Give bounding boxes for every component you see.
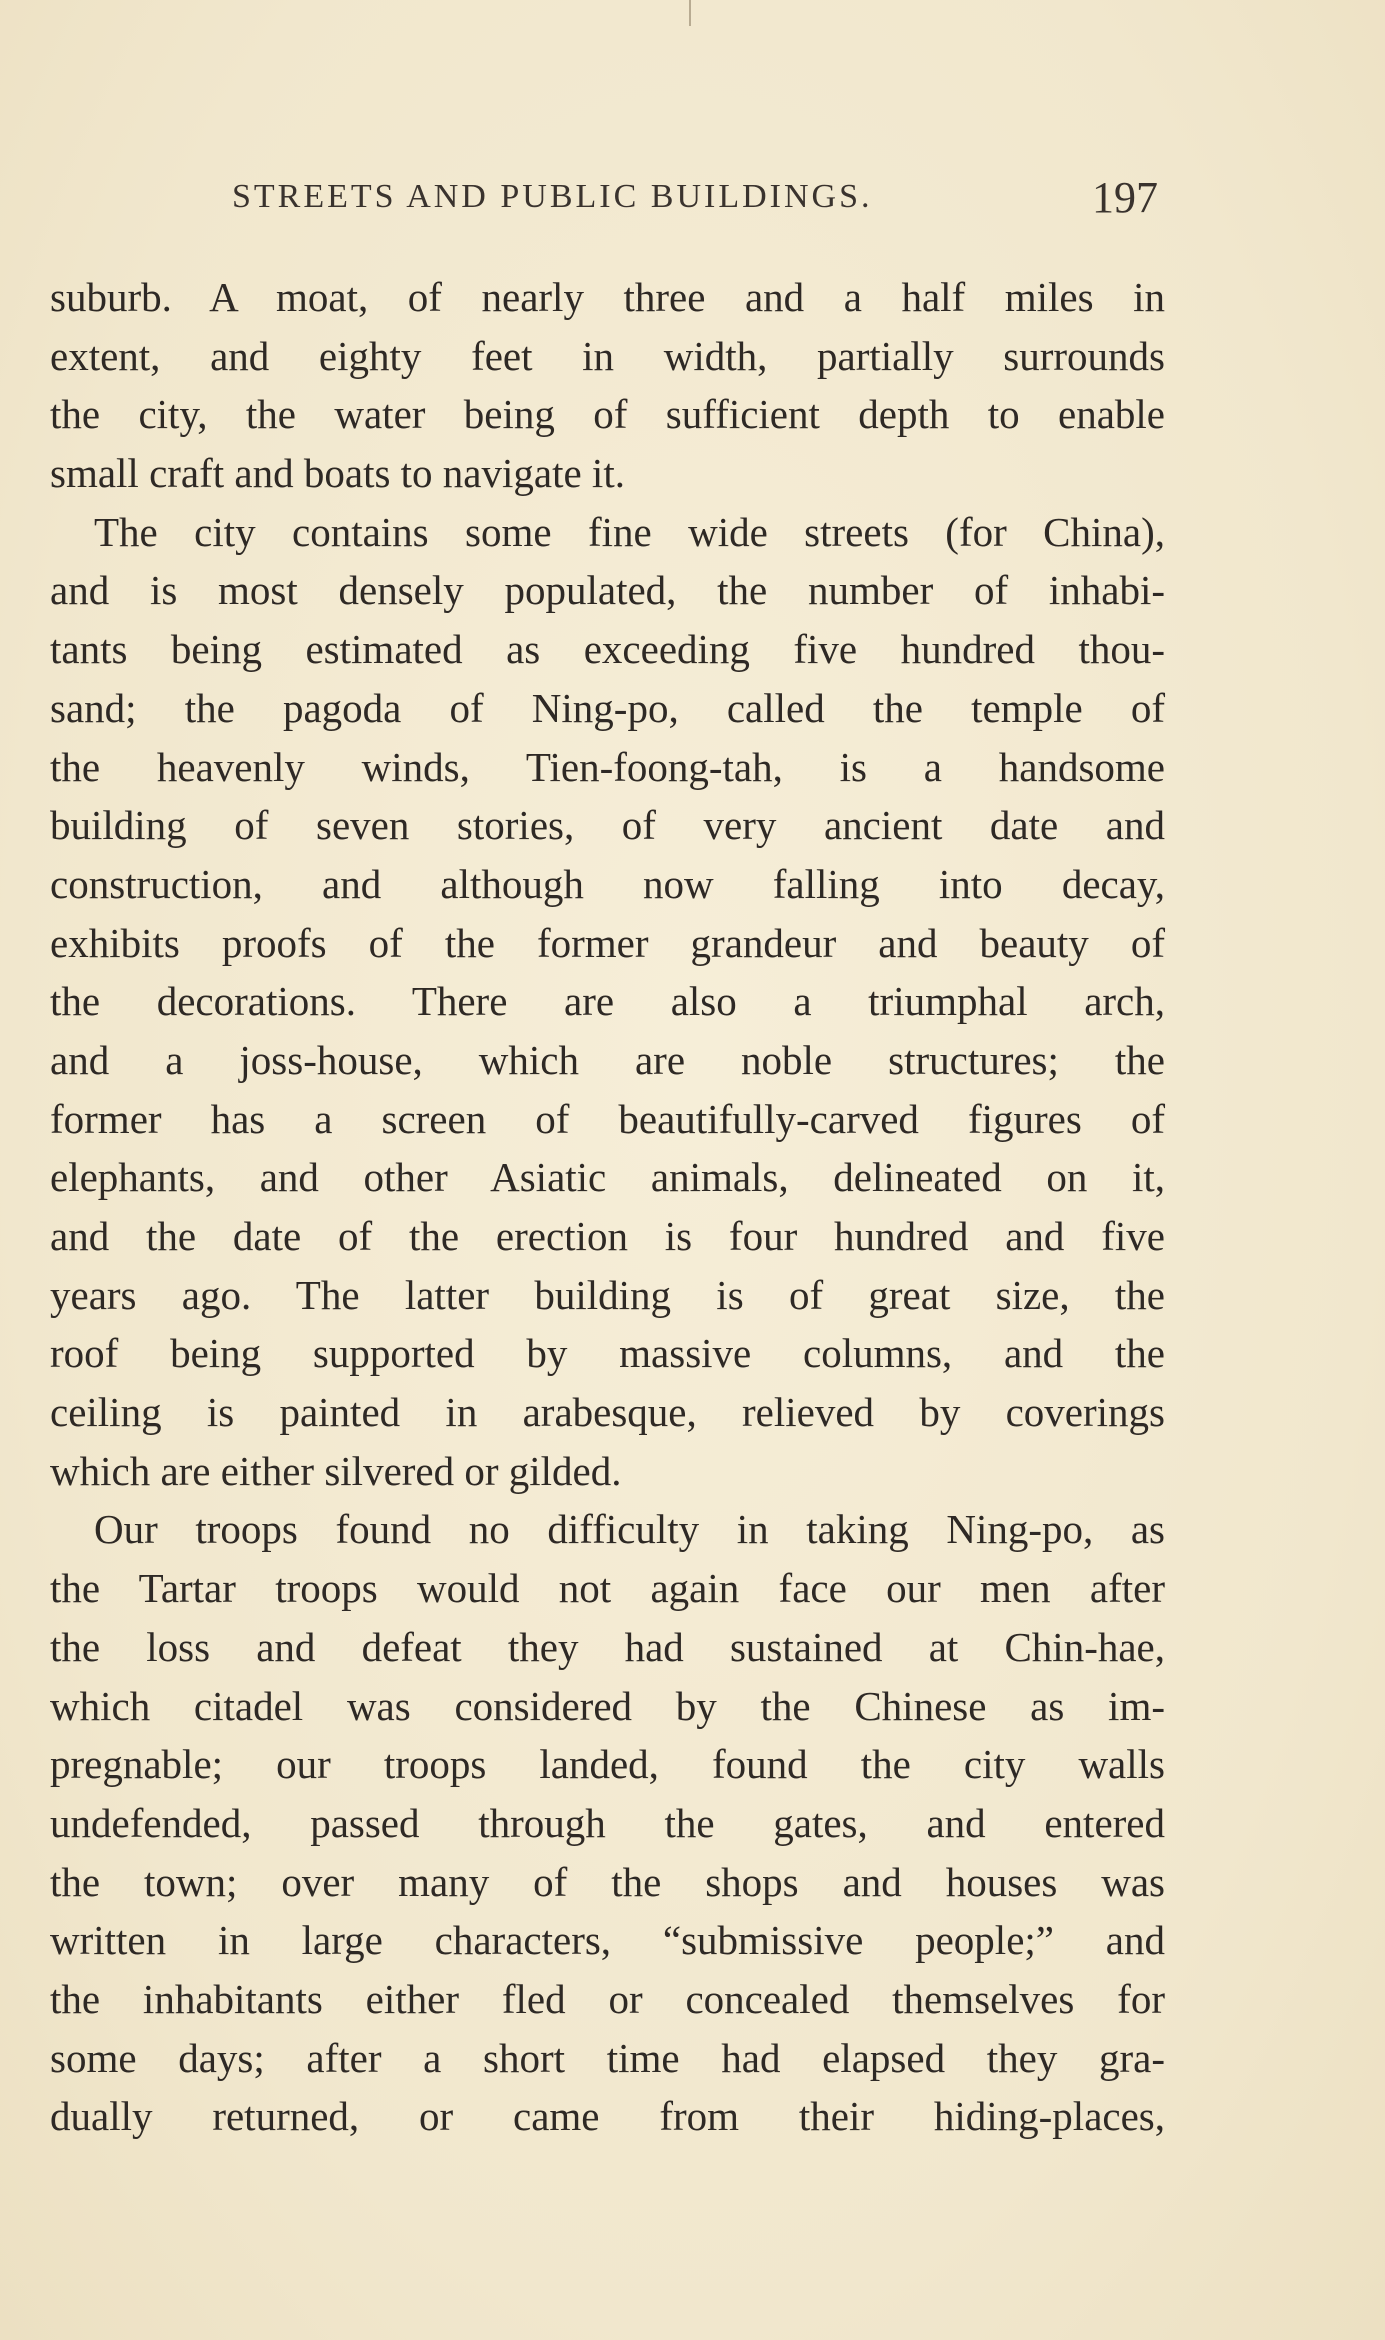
text-line: which citadel was considered by the Chinese as im- [50,1682,1165,1729]
text-line: written in large characters, “submissive people;” and [50,1917,1165,1964]
text-line: The city contains some fine wide streets (for China), [94,508,1165,555]
text-line: the decorations. There are also a triumphal arch, [50,978,1165,1025]
text-line: roof being supported by massive columns, and the [50,1330,1165,1377]
text-line: which are either silvered or gilded. [50,1447,622,1494]
text-line: extent, and eighty feet in width, partially surrounds [50,332,1165,379]
text-line: elephants, and other Asiatic animals, delineated on it, [50,1154,1165,1201]
page-header [232,173,1158,234]
text-line: small craft and boats to navigate it. [50,450,625,497]
text-line: and is most densely populated, the number of inhabi- [50,567,1165,614]
text-line: exhibits proofs of the former grandeur and beauty of [50,919,1165,966]
page-number: 197 [1092,173,1158,222]
text-line: undefended, passed through the gates, and entered [50,1799,1165,1846]
text-line: ceiling is painted in arabesque, relieved by coverings [50,1389,1165,1436]
text-line: tants being estimated as exceeding five hundred thou- [50,626,1165,673]
text-line: dually returned, or came from their hiding-places, [50,2093,1165,2140]
text-line: construction, and although now falling into decay, [50,860,1165,907]
text-line: sand; the pagoda of Ning-po, called the temple of [50,684,1165,731]
text-line: suburb. A moat, of nearly three and a half miles in [50,274,1165,320]
text-line: pregnable; our troops landed, found the city walls [50,1741,1165,1788]
text-line: the city, the water being of sufficient depth to enable [50,391,1165,438]
text-line: and the date of the erection is four hundred and five [50,1213,1165,1259]
text-line: the heavenly winds, Tien-foong-tah, is a handsome [50,743,1165,790]
text-line: the inhabitants either fled or concealed themselves for [50,1975,1165,2022]
text-line: Our troops found no difficulty in taking Ning-po, as [94,1506,1165,1553]
text-line: some days; after a short time had elapsed they gra- [50,2034,1165,2081]
page-edge-mark [689,0,691,26]
text-line: the loss and defeat they had sustained at Chin-hae, [50,1623,1165,1670]
text-line: and a joss-house, which are noble structures; the [50,1036,1165,1083]
text-line: the town; over many of the shops and houses was [50,1858,1165,1905]
text-line: building of seven stories, of very ancient date and [50,802,1165,849]
text-line: former has a screen of beautifully-carved figures of [50,1095,1165,1142]
running-head: STREETS AND PUBLIC BUILDINGS. [232,178,873,215]
text-line: years ago. The latter building is of great size, the [50,1271,1165,1318]
body-text [50,268,1165,2146]
text-line: the Tartar troops would not again face our men after [50,1565,1165,1612]
